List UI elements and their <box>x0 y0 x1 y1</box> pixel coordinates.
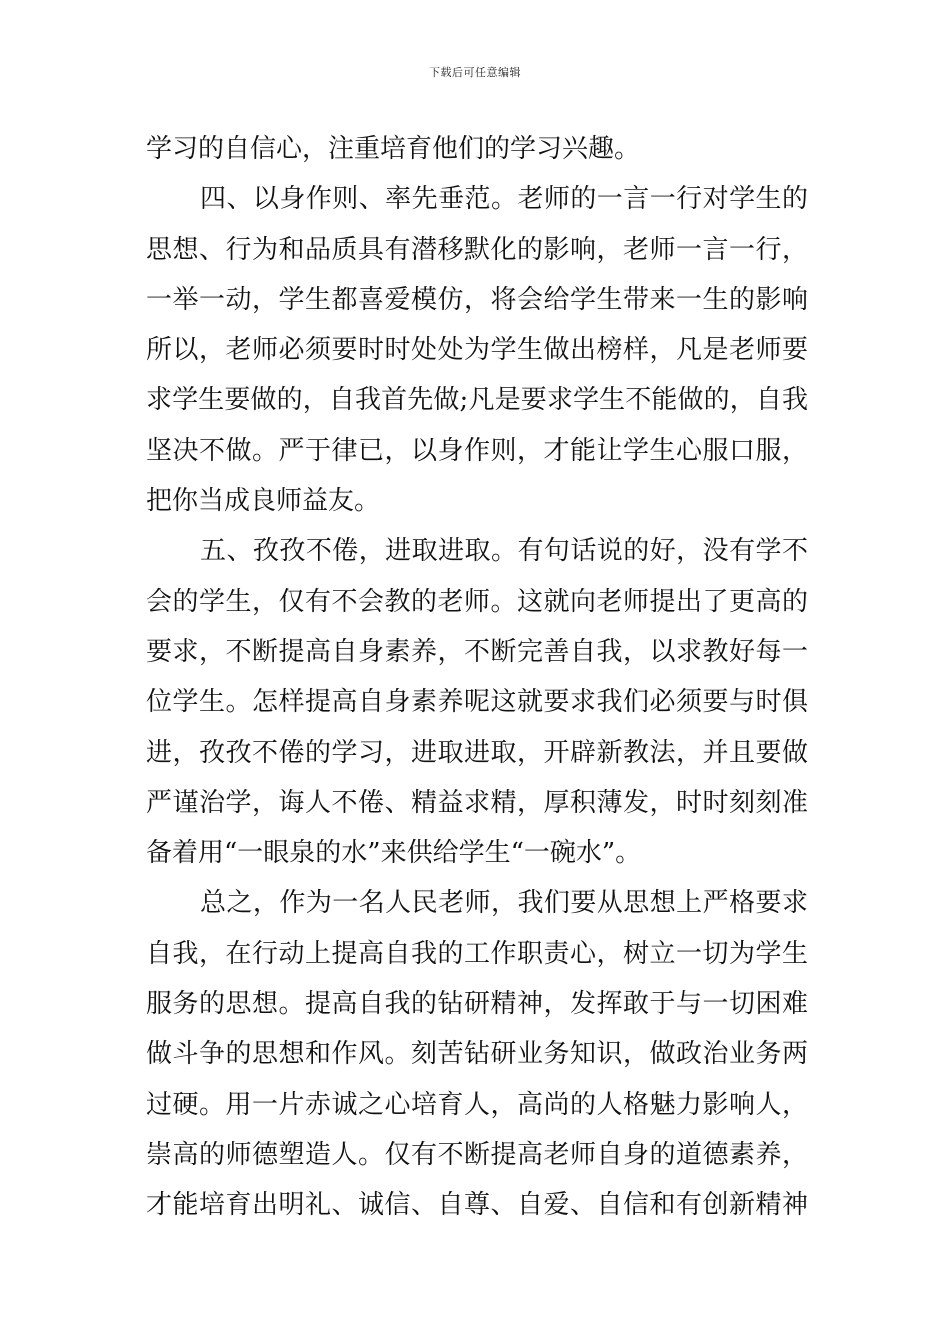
text-line: 要求，不断提高自身素养，不断完善自我，以求教好每一 <box>146 636 808 667</box>
document-body <box>146 124 808 1231</box>
text-line: 把你当成良师益友。 <box>146 486 381 517</box>
text-line: 进，孜孜不倦的学习，进取进取，开辟新教法，并且要做 <box>146 737 808 768</box>
paragraph-start-line: 四、以身作则、率先垂范。老师的一言一行对学生的 <box>200 184 808 215</box>
text-line: 崇高的师德塑造人。仅有不断提高老师自身的道德素养， <box>146 1139 808 1170</box>
text-line: 位学生。怎样提高自身素养呢这就要求我们必须要与时俱 <box>146 687 808 718</box>
text-line: 严谨治学，诲人不倦、精益求精，厚积薄发，时时刻刻准 <box>146 787 808 818</box>
text-line: 才能培育出明礼、诚信、自尊、自爱、自信和有创新精神 <box>146 1190 808 1221</box>
text-line: 思想、行为和品质具有潜移默化的影响，老师一言一行， <box>146 234 808 265</box>
page-header-note: 下载后可任意编辑 <box>429 66 521 79</box>
text-line: 备着用“一眼泉的水”来供给学生“一碗水”。 <box>146 838 642 869</box>
text-line: 做斗争的思想和作风。刻苦钻研业务知识，做政治业务两 <box>146 1039 808 1070</box>
text-line: 坚决不做。严于律已，以身作则，才能让学生心服口服， <box>146 435 808 466</box>
text-line: 服务的思想。提高自我的钻研精神，发挥敢于与一切困难 <box>146 989 808 1020</box>
text-line: 过硬。用一片赤诚之心培育人，高尚的人格魅力影响人， <box>146 1089 808 1120</box>
text-line: 求学生要做的，自我首先做;凡是要求学生不能做的，自我 <box>146 385 808 416</box>
paragraph-start-line: 五、孜孜不倦，进取进取。有句话说的好，没有学不 <box>200 536 808 567</box>
text-line: 学习的自信心，注重培育他们的学习兴趣。 <box>146 134 641 164</box>
paragraph-start-line: 总之，作为一名人民老师，我们要从思想上严格要求 <box>200 888 808 919</box>
text-line: 会的学生，仅有不会教的老师。这就向老师提出了更高的 <box>146 586 808 617</box>
text-line: 自我，在行动上提高自我的工作职责心，树立一切为学生 <box>146 938 808 969</box>
text-line: 一举一动，学生都喜爱模仿，将会给学生带来一生的影响 <box>146 284 808 315</box>
text-line: 所以，老师必须要时时处处为学生做出榜样，凡是老师要 <box>146 335 808 366</box>
